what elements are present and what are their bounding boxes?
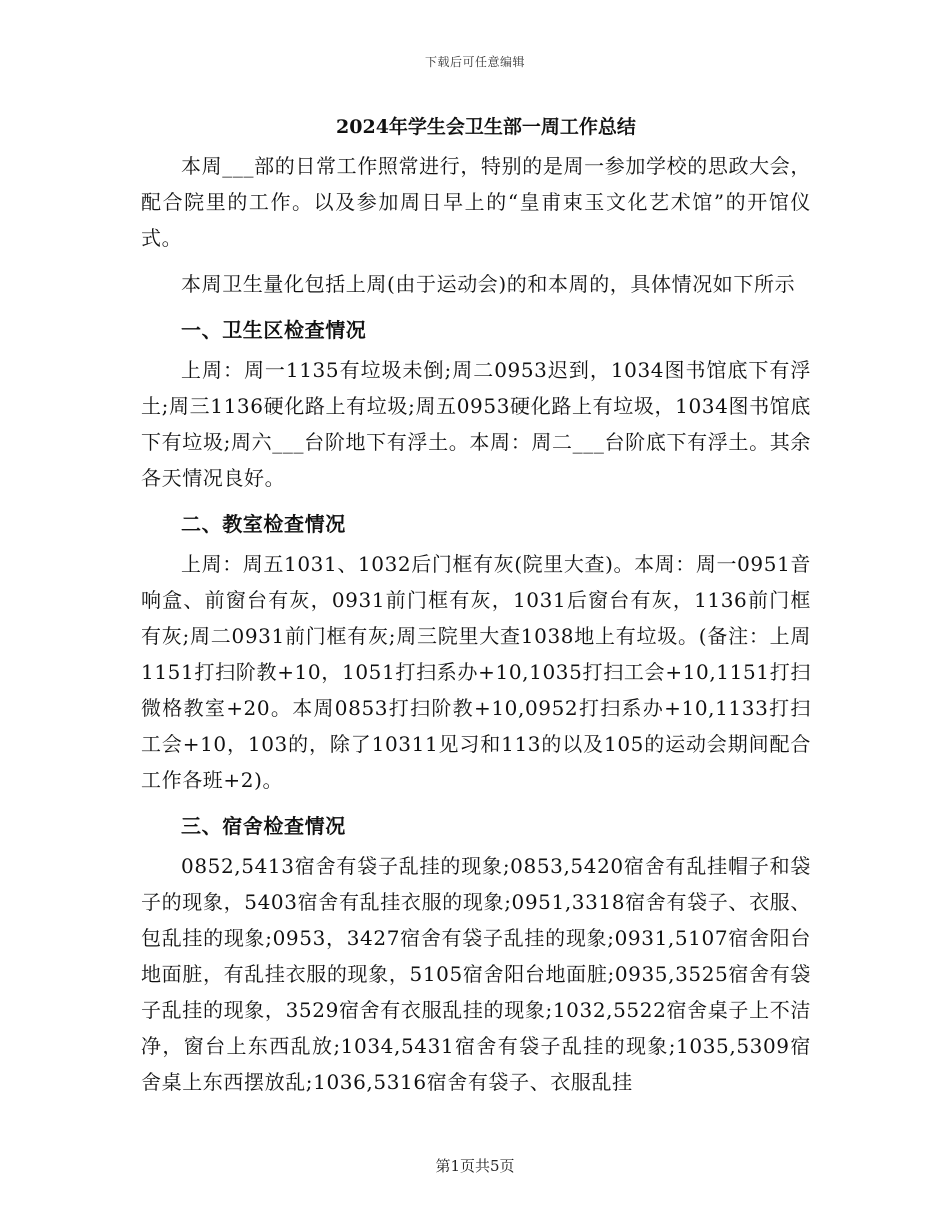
- intro-paragraph-1: 本周___部的日常工作照常进行，特别的是周一参加学校的思政大会，配合院里的工作。以及参加周日早上的“皇甫束玉文化艺术馆”的开馆仪式。: [141, 154, 811, 250]
- section-heading-dormitory: 三、宿舍检查情况: [181, 814, 346, 838]
- header-note: 下载后可任意编辑: [424, 55, 525, 69]
- section-body-dormitory: 0852,5413宿舍有袋子乱挂的现象;0853,5420宿舍有乱挂帽子和袋子的现象，5403宿舍有乱挂衣服的现象;0951,3318宿舍有袋子、衣服、包乱挂的现象;0953，3427宿舍有袋子乱挂的现象;0931,5107宿舍阳台地面脏，有乱挂衣服的现象，5105宿舍阳台地面脏;0935,3525宿舍有袋子乱挂的现象，3529宿舍有衣服乱挂的现象;1032,5522宿舍桌子上不洁净，窗台上东西乱放;1034,5431宿舍有袋子乱挂的现象;1035,5309宿舍桌上东西摆放乱;1036,5316宿舍有袋子、衣服乱挂: [141, 854, 811, 1094]
- document-title: 2024年学生会卫生部一周工作总结: [336, 116, 636, 138]
- section-heading-sanitation-area: 一、卫生区检查情况: [181, 318, 367, 342]
- page-indicator: 第1页共5页: [435, 1157, 515, 1175]
- section-body-sanitation-area: 上周：周一1135有垃圾未倒;周二0953迟到，1034图书馆底下有浮土;周三1136硬化路上有垃圾;周五0953硬化路上有垃圾，1034图书馆底下有垃圾;周六___台阶地下有浮土。本周：周二___台阶底下有浮土。其余各天情况良好。: [141, 358, 811, 490]
- document-body: [141, 112, 811, 1122]
- intro-paragraph-2: 本周卫生量化包括上周(由于运动会)的和本周的，具体情况如下所示: [181, 272, 796, 296]
- section-heading-classroom: 二、教室检查情况: [181, 512, 346, 536]
- section-body-classroom: 上周：周五1031、1032后门框有灰(院里大查)。本周：周一0951音响盒、前窗台有灰，0931前门框有灰，1031后窗台有灰，1136前门框有灰;周二0931前门框有灰;周三院里大查1038地上有垃圾。(备注：上周1151打扫阶教+10，1051打扫系办+10,1035打扫工会+10,1151打扫微格教室+20。本周0853打扫阶教+10,0952打扫系办+10,1133打扫工会+10，103的，除了10311见习和113的以及105的运动会期间配合工作各班+2)。: [141, 552, 811, 792]
